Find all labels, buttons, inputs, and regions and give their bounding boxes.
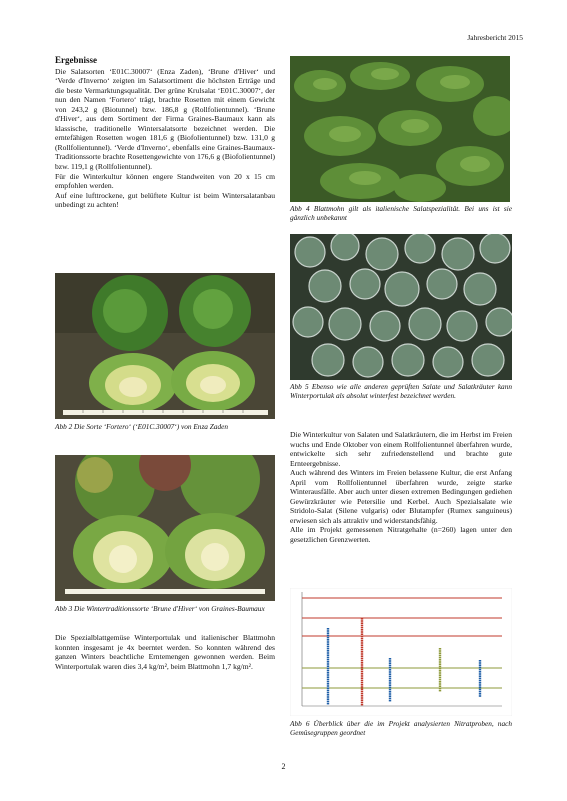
data-point: [389, 669, 391, 671]
data-point: [361, 691, 363, 693]
results-paragraph-2: Für die Winterkultur können engere Standweiten von 20 x 15 cm empfohlen werden.: [55, 171, 275, 191]
data-point: [327, 652, 329, 654]
data-point: [439, 661, 441, 663]
data-point: [327, 632, 329, 634]
data-point: [361, 649, 363, 651]
data-point: [479, 675, 481, 677]
data-point: [361, 702, 363, 704]
data-point: [361, 684, 363, 686]
data-point: [327, 687, 329, 689]
data-point: [479, 671, 481, 673]
data-point: [439, 657, 441, 659]
data-point: [361, 675, 363, 677]
data-point: [361, 686, 363, 688]
data-point: [327, 639, 329, 641]
data-point: [327, 657, 329, 659]
data-point: [439, 672, 441, 674]
results-paragraph-3: Auf eine lufttrockene, gut belüftete Kultur ist beim Wintersalatanbau unbedingt zu achten!: [55, 190, 275, 210]
data-point: [327, 694, 329, 696]
data-point: [361, 647, 363, 649]
data-point: [327, 672, 329, 674]
data-point: [439, 690, 441, 692]
data-point: [479, 693, 481, 695]
data-point: [389, 689, 391, 691]
data-point: [479, 684, 481, 686]
right-paragraph-2: Auch während des Winters im Freien belassene Kultur, die erst Anfang April vom Rollfolientunnel überfahren wurde, zeigte starke Winterausfälle. Aber auch unter diesen extremen Bedingungen gediehen Gewürzkräuter wie Petersilie und Kerbel. Auch Spezialsalate wie Stridolo-Salat (Silene vulgaris) oder Blutampfer (Rumex sanguineus) erwiesen sich als attraktiv und widerstandsfähig.: [290, 468, 512, 525]
data-point: [389, 687, 391, 689]
data-point: [389, 695, 391, 697]
data-point: [389, 658, 391, 660]
data-point: [389, 684, 391, 686]
figure-6-chart: [290, 588, 512, 716]
data-point: [361, 699, 363, 701]
data-point: [327, 690, 329, 692]
data-point: [439, 659, 441, 661]
figure-5-photo: [290, 234, 512, 380]
data-point: [327, 641, 329, 643]
data-point: [361, 638, 363, 640]
data-point: [327, 628, 329, 630]
data-point: [327, 701, 329, 703]
data-point: [327, 696, 329, 698]
figure-2-photo: [55, 273, 275, 419]
data-point: [389, 662, 391, 664]
data-point: [439, 674, 441, 676]
data-point: [479, 682, 481, 684]
data-point: [389, 665, 391, 667]
data-point: [389, 673, 391, 675]
figure-2-caption: Abb 2 Die Sorte ‘Fortero‘ (‘E01C.30007‘) von Enza Zaden: [55, 422, 229, 431]
data-point: [439, 681, 441, 683]
figure-4-photo: [290, 56, 510, 202]
data-point: [361, 636, 363, 638]
data-point: [361, 620, 363, 622]
chart-frame: [290, 588, 512, 716]
data-point: [479, 680, 481, 682]
data-point: [361, 673, 363, 675]
data-point: [389, 698, 391, 700]
data-point: [361, 688, 363, 690]
data-point: [361, 631, 363, 633]
right-paragraph-1: Die Winterkultur von Salaten und Salatkräutern, die im Herbst im Freien wuchs und Ende Oktober von einem Rollfolientunnel überfahren wurde, entwickelte sich sehr zufriedenstellend und brachte gute Ernteergebnisse.: [290, 430, 512, 468]
data-point: [439, 683, 441, 685]
data-point: [361, 655, 363, 657]
data-point: [327, 661, 329, 663]
data-point: [327, 668, 329, 670]
data-point: [361, 625, 363, 627]
results-paragraph-1: Die Salatsorten ‘E01C.30007‘ (Enza Zaden), ‘Brune d'Hiver‘ und ‘Verde d'Inverno‘ zeigten im Salatsortiment die höchsten Erträge und die beste Vermarktungsqualität. Der grüne Krulsalat ‘E01C.30007‘, der nun den Namen ‘Fortero‘ trägt, brachte Rosetten mit einem Gewicht von 243,2 g (Biotunnel) bzw. 186,8 g (Rollfolientunnel). ‘Brune d'Hiver‘, aus dem Sortiment der Firma Graines-Baumaux kann als klassische, traditionelle Wintersalatsorte bezeichnet werden. Die erntefähigen Rosetten wogen 181,6 g (Biofolientunnel) bzw. 131,0 g (Rollfolientunnel). ‘Verde d'Inverno‘, ebenfalls eine Graines-Baumaux-Traditionssorte brachte Rosettengewichte von 176,6 g (Biofolientunnel) bzw. 119,1 g (Rollfolientunnel).: [55, 66, 275, 172]
figure-3-photo: [55, 455, 275, 601]
data-point: [479, 662, 481, 664]
data-point: [389, 680, 391, 682]
data-point: [479, 689, 481, 691]
data-point: [479, 667, 481, 669]
data-point: [361, 660, 363, 662]
data-point: [327, 630, 329, 632]
data-point: [361, 682, 363, 684]
data-point: [361, 704, 363, 706]
data-point: [327, 681, 329, 683]
nitrate-chart-svg: [290, 588, 512, 716]
data-point: [361, 677, 363, 679]
data-point: [361, 697, 363, 699]
data-point: [361, 618, 363, 620]
results-section: [55, 56, 275, 210]
data-point: [361, 695, 363, 697]
data-point: [361, 653, 363, 655]
data-point: [361, 693, 363, 695]
data-point: [327, 665, 329, 667]
data-point: [327, 692, 329, 694]
data-point: [361, 680, 363, 682]
data-point: [327, 698, 329, 700]
data-point: [361, 669, 363, 671]
data-point: [361, 644, 363, 646]
data-point: [389, 700, 391, 702]
data-point: [361, 629, 363, 631]
data-point: [479, 695, 481, 697]
data-point: [327, 674, 329, 676]
data-point: [389, 671, 391, 673]
data-point: [361, 658, 363, 660]
data-point: [327, 685, 329, 687]
page-number: 2: [281, 762, 286, 771]
right-text: [290, 430, 512, 545]
figure-3-caption: Abb 3 Die Wintertraditionssorte ‘Brune d'Hiver‘ von Graines-Baumaux: [55, 604, 265, 613]
data-point: [361, 642, 363, 644]
data-point: [439, 648, 441, 650]
data-point: [327, 676, 329, 678]
data-point: [327, 646, 329, 648]
data-point: [327, 654, 329, 656]
data-point: [327, 648, 329, 650]
data-point: [439, 663, 441, 665]
data-point: [361, 640, 363, 642]
data-point: [361, 633, 363, 635]
data-point: [327, 643, 329, 645]
data-point: [361, 622, 363, 624]
section-heading: Ergebnisse: [55, 55, 98, 65]
data-point: [327, 679, 329, 681]
data-point: [327, 635, 329, 637]
data-point: [479, 691, 481, 693]
data-point: [389, 691, 391, 693]
data-point: [439, 655, 441, 657]
data-point: [389, 676, 391, 678]
data-point: [361, 664, 363, 666]
data-point: [439, 668, 441, 670]
figure-6-caption: Abb 6 Überblick über die im Projekt analysierten Nitratproben, nach Gemüsegruppen geordnet: [290, 719, 512, 737]
data-point: [361, 671, 363, 673]
data-point: [439, 650, 441, 652]
data-point: [439, 688, 441, 690]
data-point: [439, 666, 441, 668]
data-point: [479, 678, 481, 680]
data-point: [327, 703, 329, 705]
data-point: [439, 677, 441, 679]
data-point: [361, 627, 363, 629]
data-point: [479, 669, 481, 671]
data-point: [389, 693, 391, 695]
data-point: [361, 662, 363, 664]
data-point: [361, 651, 363, 653]
data-point: [479, 686, 481, 688]
data-point: [327, 650, 329, 652]
data-point: [361, 666, 363, 668]
data-point: [479, 673, 481, 675]
data-point: [389, 667, 391, 669]
data-point: [439, 679, 441, 681]
data-point: [389, 678, 391, 680]
figure-4-caption: Abb 4 Blattmohn gilt als italienische Salatspezialität. Bei uns ist sie gänzlich unbekannt: [290, 204, 512, 222]
data-point: [389, 660, 391, 662]
data-point: [389, 682, 391, 684]
data-point: [327, 683, 329, 685]
data-point: [327, 637, 329, 639]
data-point: [327, 659, 329, 661]
data-point: [327, 663, 329, 665]
data-point: [439, 670, 441, 672]
right-paragraph-3: Alle im Projekt gemessenen Nitratgehalte (n=260) lagen unter den gesetzlichen Grenzwerten.: [290, 525, 512, 545]
data-point: [439, 685, 441, 687]
left-bottom-paragraph: Die Spezialblattgemüse Winterportulak und italienischer Blattmohn konnten insgesamt je 4x beerntet werden. So konnten während des ganzen Winters beachtliche Erntemengen gewonnen werden. Beim Winterportulak waren dies 3,4 kg/m², beim Blattmohn 1,7 kg/m².: [55, 633, 275, 671]
running-title: Jahresbericht 2015: [467, 33, 523, 42]
data-point: [327, 670, 329, 672]
data-point: [479, 660, 481, 662]
figure-5-caption: Abb 5 Ebenso wie alle anderen geprüften Salate und Salatkräuter kann Winterportulak als absolut winterfest bezeichnet werden.: [290, 382, 512, 400]
data-point: [479, 664, 481, 666]
data-point: [439, 652, 441, 654]
